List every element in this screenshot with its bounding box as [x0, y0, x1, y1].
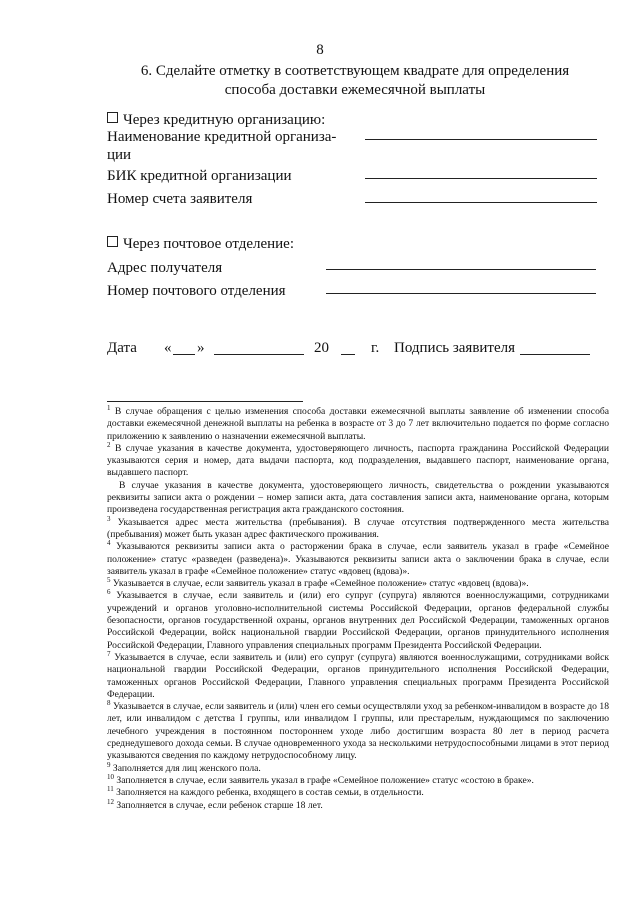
- footnote-1: [107, 403, 609, 443]
- account-field[interactable]: [365, 202, 597, 203]
- address-field[interactable]: [326, 269, 596, 270]
- section-title-line-1: 6. Сделайте отметку в соответствующем квадрате для определения: [140, 63, 570, 79]
- footnote-text: Указывается в случае, если заявитель и (или) его супруг (супруга) являются военнослужащими, сотрудниками учреждений и органов уголовно-исполнительной системы Российской Федерации, органов федеральной службы безопасности, органов государственной охраны, органов внутренних дел Российской Федерации, таможенных органов Российской Федерации, войск национальной гвардии Российской Федерации, органов принудительного исполнения Российской Федерации, Главного управления специальных программ Президента Российской Федерации.: [107, 590, 609, 651]
- date-label: Дата: [107, 340, 137, 356]
- quote-open: «: [164, 340, 172, 356]
- footnote-12: [107, 797, 609, 812]
- day-field[interactable]: [173, 354, 195, 355]
- footnote-text: Заполняется в случае, если заявитель указал в графе «Семейное положение» статус «состою в браке».: [116, 774, 534, 786]
- footnote-4: [107, 541, 609, 578]
- footnote-number: 8: [107, 698, 111, 707]
- footnote-number: 9: [107, 760, 111, 769]
- post-heading: Через почтовое отделение:: [123, 236, 295, 252]
- office-label: Номер почтового отделения: [107, 283, 286, 299]
- footnote-number: 1: [107, 403, 111, 412]
- footnote-number: 11: [107, 785, 114, 794]
- footnote-number: 3: [107, 514, 111, 523]
- footnote-text: Указывается в случае, если заявитель и (или) член его семьи осуществляли уход за ребенком-инвалидом в возрасте до 18 лет, или инвалидом с детства I группы, или инвалидом I группы, или престарелым, нуждающимся по заключению лечебного учреждения в постоянном постороннем уходе либо достигшим возраста 80 лет в период расчета среднедушевого дохода семьи. В случае одновременного ухода за несколькими нетрудоспособными лицами в этот период указываются сведения по каждому нетрудоспособному лицу.: [107, 701, 609, 762]
- footnote-5: [107, 575, 609, 590]
- address-label: Адрес получателя: [107, 260, 223, 276]
- credit-name-label-2: ции: [107, 147, 132, 163]
- footnote-8: [107, 698, 609, 762]
- footnote-number: 6: [107, 588, 111, 597]
- footnote-text: Указывается адрес места жительства (пребывания). В случае отсутствия подтвержденного места жительства (пребывания) может быть указан адрес фактического проживания.: [107, 516, 609, 540]
- footnote-number: 2: [107, 440, 111, 449]
- year-prefix: 20: [314, 340, 329, 356]
- credit-checkbox[interactable]: [107, 112, 118, 123]
- footnote-text: Указываются реквизиты записи акта о расторжении брака в случае, если заявитель указал в графе «Семейное положение» статус «разведен (разведена)». Указываются реквизиты записи акта о заключении брака в случае, если заявитель указал в графе «Семейное положение» статус «вдовец (вдова)».: [107, 541, 609, 577]
- signature-label: Подпись заявителя: [394, 340, 516, 356]
- footnote-text: Указывается в случае, если заявитель и (или) его супруг (супруга) являются военнослужащими, сотрудниками войск национальной гвардии Российской Федерации, органов принудительного исполнения Российской Федерации, таможенных органов Российской Федерации, Главного управления специальных программ Президента Российской Федерации.: [107, 651, 609, 700]
- year-suffix: г.: [371, 340, 380, 356]
- post-checkbox[interactable]: [107, 236, 118, 247]
- post-option[interactable]: [107, 235, 294, 254]
- footnote-9: [107, 760, 609, 775]
- office-field[interactable]: [326, 293, 596, 294]
- signature-field[interactable]: [520, 354, 590, 355]
- footnote-number: 4: [107, 539, 111, 548]
- bik-label: БИК кредитной организации: [107, 168, 292, 184]
- footnotes: [107, 403, 609, 812]
- section-title: [120, 62, 590, 100]
- footnote-7: [107, 649, 609, 701]
- footnote-text: В случае указания в качестве документа, удостоверяющего личность, паспорта гражданина Российской Федерации указываются серия и номер, дата выдачи паспорта, код подразделения, выдавшего паспорт, наименование органа, выдавшего паспорт.: [107, 442, 609, 479]
- footnote-10: [107, 772, 609, 787]
- footnote-number: 7: [107, 649, 111, 658]
- footnote-number: 10: [107, 772, 114, 781]
- bik-field[interactable]: [365, 178, 597, 179]
- credit-name-label-1: Наименование кредитной организа-: [107, 129, 337, 145]
- footnote-6: [107, 590, 609, 651]
- footnote-3: [107, 514, 609, 542]
- footnote-11: [107, 787, 609, 799]
- footnote-number: 12: [107, 797, 114, 806]
- footnote-text: Заполняется для лиц женского пола.: [112, 762, 261, 774]
- footnote-text: Указывается в случае, если заявитель указал в графе «Семейное положение» статус «вдовец (вдова)».: [112, 578, 529, 590]
- quote-close: »: [197, 340, 205, 356]
- footnote-text: Заполняется в случае, если ребенок старше 18 лет.: [116, 799, 323, 811]
- year-field[interactable]: [341, 354, 355, 355]
- footnote-separator: [107, 401, 303, 402]
- footnote-2-continued: [107, 480, 609, 517]
- month-field[interactable]: [214, 354, 304, 355]
- footnote-number: 5: [107, 575, 111, 584]
- account-label: Номер счета заявителя: [107, 191, 253, 207]
- footnote-text: В случае указания в качестве документа, удостоверяющего личность, свидетельства о рождении указываются реквизиты записи акта о рождении – номер записи акта, дата составления записи акта, наименование органа, которым произведена государственная регистрация акта гражданского состояния.: [107, 479, 609, 516]
- footnote-text: В случае обращения с целью изменения способа доставки ежемесячной выплаты заявление об изменении способа доставки ежемесячной денежной выплаты на ребенка в возрасте от 3 до 7 лет включительно подается по форме согласно приложению к заявлению о назначении ежемесячной выплаты.: [107, 406, 609, 442]
- credit-name-field[interactable]: [365, 139, 597, 140]
- footnote-2: [107, 440, 609, 480]
- section-title-line-2: способа доставки ежемесячной выплаты: [224, 82, 486, 98]
- credit-heading: Через кредитную организацию:: [123, 112, 326, 128]
- page-number: 8: [316, 42, 324, 58]
- footnote-text: Заполняется на каждого ребенка, входящего в состав семьи, в отдельности.: [116, 787, 424, 799]
